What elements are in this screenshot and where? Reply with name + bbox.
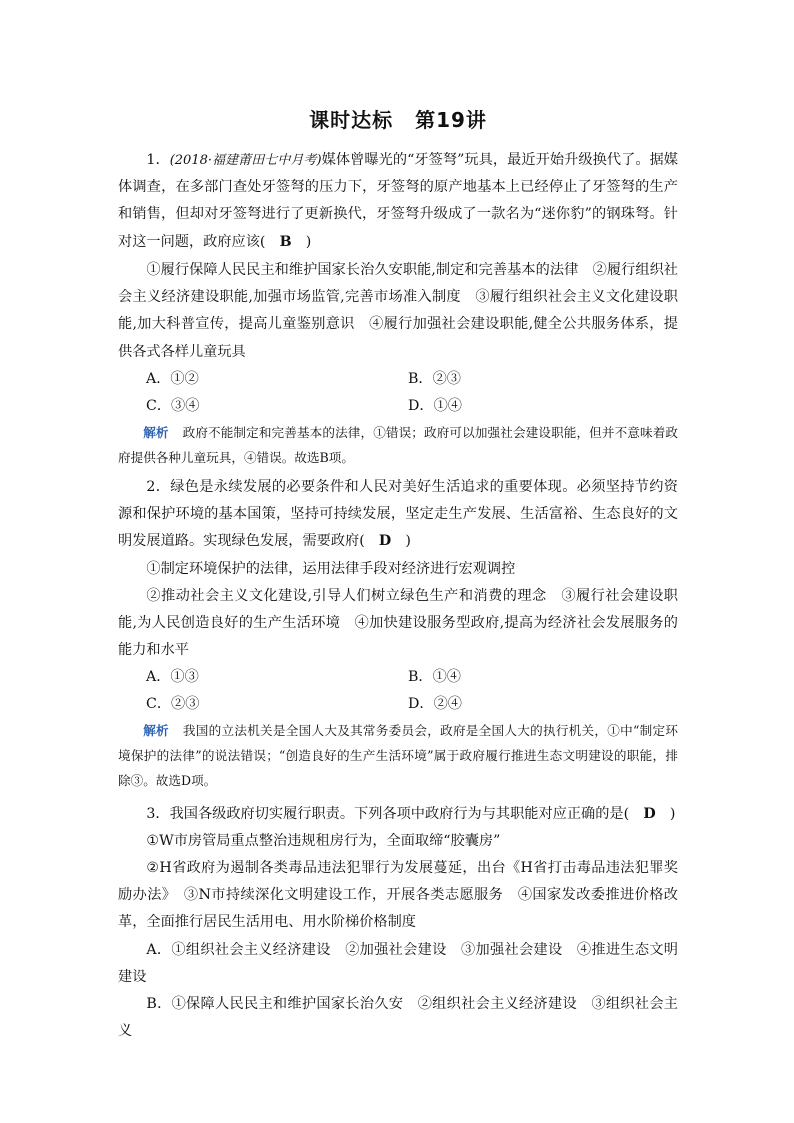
page-title [118,104,678,133]
question-2-item-1: ①制定环境保护的法律，运用法律手段对经济进行宏观调控 [146,561,516,577]
question-2-stem: 2．绿色是永续发展的必要条件和人民对美好生活追求的重要体现。必须坚持节约资源和保护环境的基本国策，坚持可持续发展，坚定走生产发展、生活富裕、生态良好的文明发展道路。实现绿色发展，需要政府( D ) [118,479,678,550]
question-3-option-a: A．①组织社会主义经济建设 ②加强社会建设 ③加强社会建设 ④推进生态文明建设 [118,942,678,986]
question-3-item-1: ①W市房管局重点整治违规租房行为，全面取缔“胶囊房” [146,833,501,849]
option-d: D．②④ [408,696,462,713]
question-3-items: ②H省政府为遏制各类毒品违法犯罪行为发展蔓延，出台《H省打击毒品违法犯罪奖励办法》 ③N市持续深化文明建设工作，开展各类志愿服务 ④国家发改委推进价格改革，全面推行居民生活用电、用水阶梯价格制度 [118,860,678,931]
option-b: B．②③ [408,371,461,387]
question-2-options [146,664,678,718]
question-2-items: ②推动社会主义文化建设,引导人们树立绿色生产和消费的理念 ③履行社会建设职能,为人民创造良好的生产生活环境 ④加快建设服务型政府,提高为经济社会发展服务的能力和水平 [118,588,678,659]
option-c: C．②③ [146,696,200,713]
answer-letter: D [378,533,392,550]
title-lecture: 第19讲 [415,108,487,132]
option-c: C．③④ [146,398,200,415]
answer-letter: D [643,806,656,822]
explanation-tag: 解析 [143,723,169,738]
question-2-explanation: 解析 我国的立法机关是全国人大及其常务委员会，政府是全国人大的执行机关，①中“制定环境保护的法律”的说法错误；“创造良好的生产生活环境”属于政府履行推进生态文明建设的职能，排除③。故选D项。 [118,723,678,788]
answer-letter: B [279,233,292,250]
option-d: D．①④ [408,398,462,415]
question-3-stem: 3．我国各级政府切实履行职责。下列各项中政府行为与其职能对应正确的是( D ) [146,806,676,822]
question-1-explanation: 解析 政府不能制定和完善基本的法律，①错误；政府可以加强社会建设职能，但并不意味着政府提供各种儿童玩具，④错误。故选B项。 [118,425,679,465]
explanation-tag: 解析 [143,425,169,440]
question-source: (2018·福建莆田七中月考) [169,153,322,168]
question-1-items: ①履行保障人民民主和维护国家长治久安职能,制定和完善基本的法律 ②履行组织社会主义经济建设职能,加强市场监管,完善市场准入制度 ③履行组织社会主义文化建设职能,加大科普宣传，提高儿童鉴别意识 ④履行加强社会建设职能,健全公共服务体系，提供各式各样儿童玩具 [118,262,678,360]
option-a: A．①② [146,371,199,387]
title-lesson: 课时达标 [309,108,394,132]
question-1-stem: 1．(2018·福建莆田七中月考)媒体曾曝光的“牙签弩”玩具，最近开始升级换代了。据媒体调查，在多部门查处牙签弩的压力下，牙签弩的原产地基本上已经停止了牙签弩的生产和销售，但却对牙签弩进行了更新换代，牙签弩升级成了一款名为“迷你豹”的钢珠弩。针对这一问题，政府应该( B ) [118,152,678,250]
question-1-options [146,366,678,420]
option-a: A．①③ [146,669,199,685]
question-3-option-b: B．①保障人民民主和维护国家长治久安 ②组织社会主义经济建设 ③组织社会主义 [118,996,678,1040]
option-b: B．①④ [408,669,461,685]
